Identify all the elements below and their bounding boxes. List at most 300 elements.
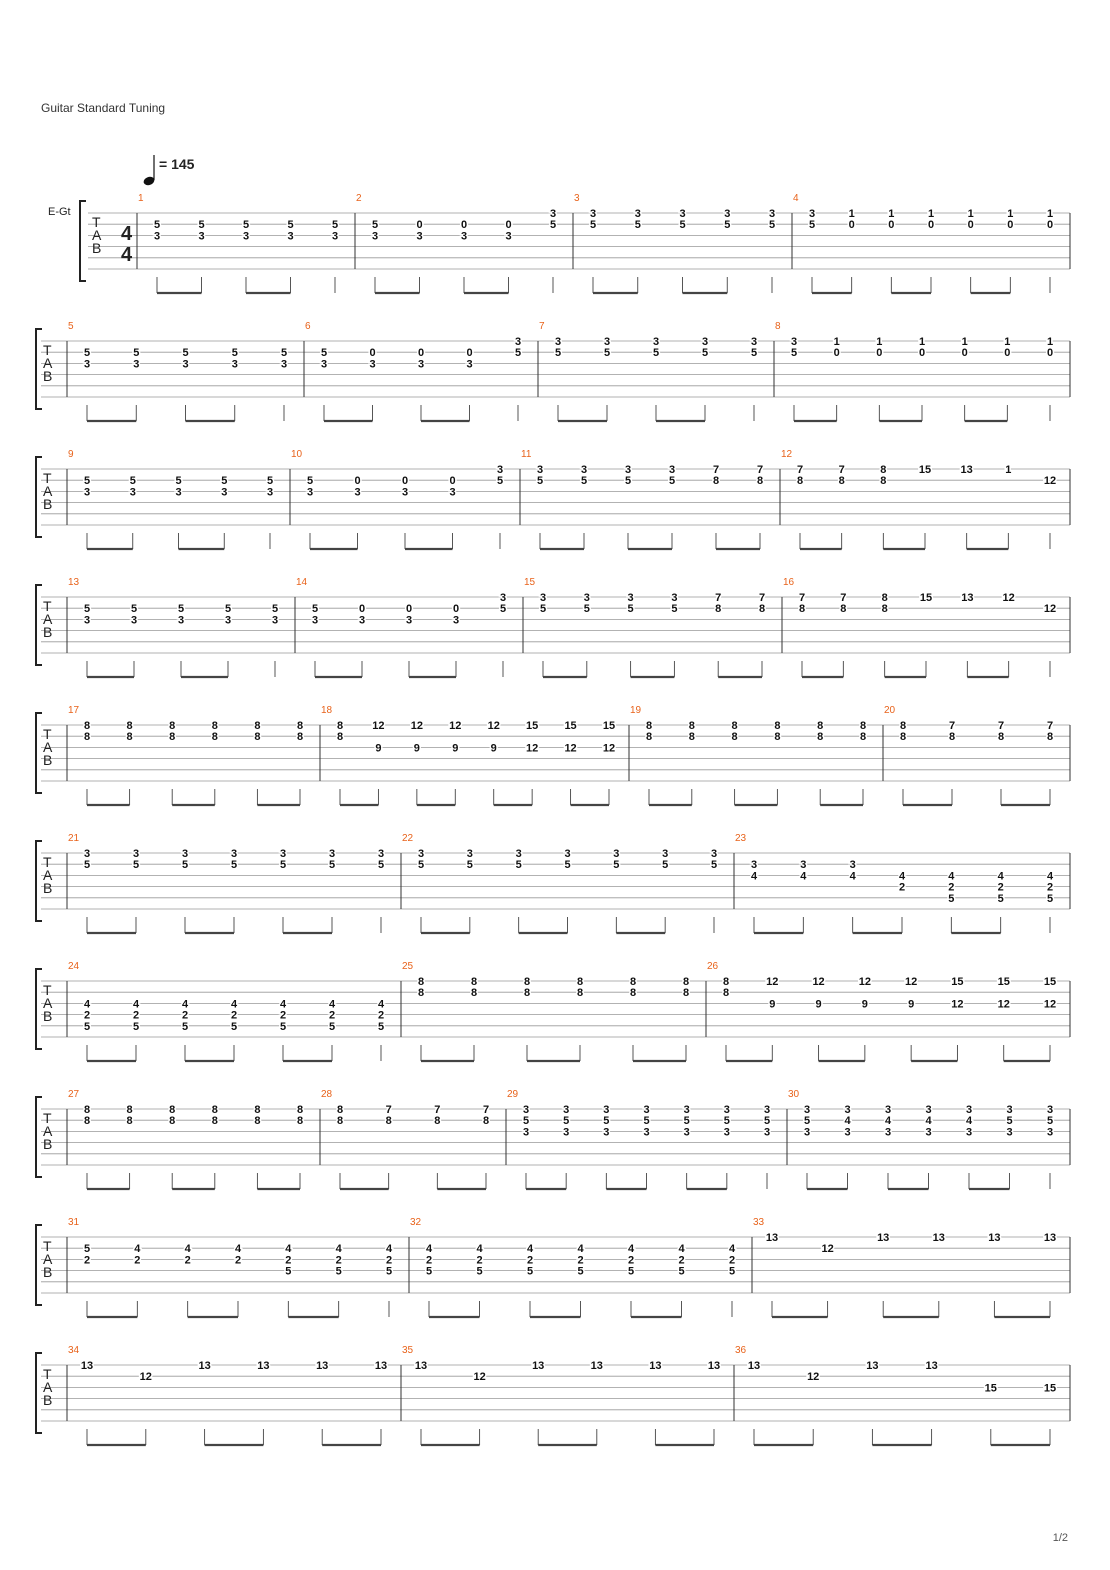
fret-number: 3	[603, 1104, 610, 1116]
measure-number: 19	[630, 705, 642, 716]
fret-number: 5	[522, 1115, 530, 1128]
tab-clef-letter: B	[43, 1008, 53, 1024]
fret-number: 8	[417, 976, 425, 988]
fret-number: 8	[417, 987, 425, 1000]
tab-clef-letter: T	[43, 1366, 52, 1382]
fret-number: 8	[336, 1115, 344, 1128]
fret-number: 0	[961, 347, 968, 360]
fret-number: 15	[984, 1382, 997, 1395]
fret-number: 12	[487, 720, 500, 732]
fret-number: 8	[211, 1104, 218, 1116]
fret-number: 4	[230, 998, 238, 1011]
fret-number: 3	[177, 614, 185, 627]
fret-number: 5	[701, 347, 709, 360]
fret-number: 8	[126, 720, 133, 732]
fret-number: 7	[838, 464, 845, 476]
tab-clef-letter: T	[43, 598, 52, 614]
fret-number: 3	[306, 486, 314, 499]
fret-number: 13	[532, 1360, 545, 1372]
fret-number: 8	[211, 731, 218, 744]
fret-number: 5	[790, 347, 798, 360]
tab-clef-letter: T	[43, 342, 52, 358]
fret-number: 3	[515, 848, 522, 860]
fret-number: 3	[800, 859, 807, 872]
fret-number: 12	[449, 720, 462, 732]
fret-number: 0	[1004, 347, 1011, 360]
measure-number: 21	[68, 833, 80, 844]
fret-number: 13	[988, 1232, 1001, 1244]
fret-number: 5	[129, 475, 136, 488]
fret-number: 3	[242, 230, 250, 243]
fret-number: 5	[83, 347, 91, 360]
fret-number: 0	[918, 347, 926, 360]
fret-number: 5	[181, 859, 189, 872]
fret-number: 8	[774, 731, 781, 744]
fret-number: 3	[554, 336, 562, 348]
fret-number: 5	[499, 603, 507, 616]
tab-clef-letter: B	[43, 496, 53, 512]
fret-number: 4	[577, 1243, 584, 1256]
fret-number: 5	[613, 859, 620, 872]
fret-number: 5	[133, 347, 140, 360]
fret-number: 3	[181, 848, 189, 860]
fret-number: 8	[688, 720, 695, 732]
fret-number: 5	[750, 347, 758, 360]
fret-number: 2	[385, 1254, 393, 1267]
fret-number: 4	[184, 1243, 191, 1256]
tab-clef-letter: A	[43, 995, 53, 1011]
tab-system	[36, 449, 1070, 549]
fret-number: 5	[577, 1265, 584, 1278]
measure-number: 28	[321, 1089, 333, 1100]
fret-number: 8	[731, 731, 738, 744]
measure-number: 1	[138, 193, 144, 204]
fret-number: 5	[377, 1020, 385, 1033]
fret-number: 3	[320, 358, 328, 371]
fret-number: 4	[132, 998, 140, 1011]
tab-system	[80, 193, 1070, 293]
measure-number: 14	[296, 577, 308, 588]
fret-number: 3	[153, 230, 161, 243]
fret-number: 2	[184, 1254, 191, 1267]
fret-number: 12	[410, 720, 423, 732]
fret-number: 12	[858, 976, 871, 988]
fret-number: 3	[671, 592, 678, 604]
tab-system	[36, 705, 1070, 805]
fret-number: 3	[683, 1104, 690, 1116]
fret-number: 3	[132, 848, 140, 860]
fret-number: 3	[175, 486, 182, 499]
measure-number: 8	[775, 321, 781, 332]
fret-number: 8	[482, 1115, 490, 1128]
fret-number: 1	[961, 336, 968, 348]
fret-number: 3	[522, 1104, 530, 1116]
fret-number: 3	[417, 848, 425, 860]
fret-number: 5	[1046, 1115, 1054, 1128]
fret-number: 5	[130, 603, 138, 616]
fret-number: 4	[181, 998, 189, 1011]
tab-clef-letter: T	[43, 1110, 52, 1126]
fret-number: 8	[758, 603, 766, 616]
fret-number: 5	[683, 1115, 690, 1128]
fret-number: 3	[83, 358, 91, 371]
fret-number: 3	[224, 614, 232, 627]
fret-number: 3	[496, 464, 504, 476]
fret-number: 4	[83, 998, 91, 1011]
fret-number: 5	[224, 603, 232, 616]
fret-number: 8	[859, 731, 867, 744]
fret-number: 5	[175, 475, 182, 488]
fret-number: 5	[466, 859, 473, 872]
fret-number: 4	[884, 1115, 892, 1128]
fret-number: 4	[335, 1243, 342, 1256]
fret-number: 2	[948, 881, 955, 894]
fret-number: 2	[335, 1254, 342, 1267]
fret-number: 7	[1046, 720, 1054, 732]
fret-number: 3	[723, 1126, 730, 1139]
fret-number: 8	[254, 1115, 261, 1128]
fret-number: 3	[311, 614, 319, 627]
fret-number: 3	[401, 486, 409, 499]
fret-number: 3	[701, 336, 709, 348]
fret-number: 13	[877, 1232, 890, 1244]
fret-number: 0	[967, 219, 974, 232]
fret-number: 5	[230, 859, 238, 872]
fret-number: 15	[1043, 976, 1057, 988]
tempo-value: = 145	[159, 156, 195, 172]
fret-number: 3	[369, 358, 376, 371]
fret-number: 3	[643, 1126, 650, 1139]
fret-number: 3	[514, 336, 522, 348]
fret-number: 1	[1004, 336, 1011, 348]
fret-number: 3	[925, 1104, 932, 1116]
fret-number: 5	[279, 859, 287, 872]
tab-clef-letter: B	[43, 1136, 53, 1152]
fret-number: 7	[715, 592, 722, 604]
fret-number: 9	[861, 998, 868, 1011]
fret-number: 2	[476, 1254, 483, 1267]
fret-number: 13	[707, 1360, 721, 1372]
fret-number: 5	[198, 219, 205, 232]
fret-number: 7	[997, 720, 1005, 732]
tab-clef-letter: B	[43, 624, 53, 640]
fret-number: 1	[927, 208, 935, 220]
fret-number: 3	[652, 336, 660, 348]
fret-number: 12	[526, 742, 539, 755]
tab-clef-letter: B	[92, 240, 102, 256]
fret-number: 8	[126, 731, 133, 744]
fret-number: 13	[747, 1360, 761, 1372]
tab-clef-letter: T	[43, 470, 52, 486]
fret-number: 8	[126, 1115, 133, 1128]
fret-number: 2	[728, 1254, 736, 1267]
fret-number: 15	[997, 976, 1010, 988]
fret-number: 8	[688, 731, 695, 744]
fret-number: 13	[80, 1360, 94, 1372]
fret-number: 5	[515, 859, 522, 872]
fret-number: 2	[328, 1009, 336, 1022]
tab-clef-letter: T	[92, 214, 101, 230]
fret-number: 8	[798, 603, 806, 616]
tab-clef-letter: B	[43, 368, 53, 384]
fret-number: 5	[554, 347, 562, 360]
fret-number: 3	[405, 614, 413, 627]
fret-number: 5	[624, 475, 632, 488]
fret-number: 3	[371, 230, 379, 243]
fret-number: 12	[139, 1371, 152, 1384]
measure-number: 12	[781, 449, 793, 460]
measure-number: 5	[68, 321, 74, 332]
fret-number: 8	[169, 1104, 176, 1116]
fret-number: 15	[951, 976, 964, 988]
fret-number: 3	[358, 614, 366, 627]
fret-number: 2	[134, 1254, 141, 1267]
fret-number: 3	[129, 486, 136, 499]
fret-number: 0	[505, 219, 512, 232]
fret-number: 4	[965, 1115, 973, 1128]
fret-number: 0	[452, 603, 460, 616]
fret-number: 7	[434, 1104, 441, 1116]
fret-number: 5	[603, 1115, 610, 1128]
fret-number: 5	[476, 1265, 483, 1278]
measure-number: 13	[68, 577, 80, 588]
fret-number: 8	[899, 720, 907, 732]
fret-number: 5	[83, 603, 91, 616]
fret-number: 5	[266, 475, 274, 488]
fret-number: 8	[645, 731, 653, 744]
fret-number: 15	[918, 464, 932, 476]
fret-number: 8	[83, 1115, 91, 1128]
fret-number: 8	[948, 731, 956, 744]
fret-number: 3	[723, 1104, 730, 1116]
measure-number: 9	[68, 449, 74, 460]
fret-number: 8	[523, 987, 531, 1000]
tab-clef-letter: A	[43, 1123, 53, 1139]
fret-number: 3	[452, 614, 460, 627]
fret-number: 5	[627, 603, 634, 616]
fret-number: 5	[320, 347, 328, 360]
fret-number: 5	[997, 892, 1004, 905]
measure-number: 26	[707, 961, 719, 972]
fret-number: 15	[919, 592, 933, 604]
fret-number: 2	[132, 1009, 140, 1022]
fret-number: 0	[416, 219, 423, 232]
fret-number: 5	[182, 347, 189, 360]
tab-clef-letter: T	[43, 854, 52, 870]
fret-number: 3	[925, 1126, 932, 1139]
fret-number: 3	[564, 848, 571, 860]
measure-number: 36	[735, 1345, 747, 1356]
fret-number: 12	[1043, 603, 1057, 616]
fret-number: 8	[126, 1104, 133, 1116]
fret-number: 3	[417, 358, 425, 371]
fret-number: 12	[1002, 592, 1015, 604]
fret-number: 3	[965, 1126, 973, 1139]
fret-number: 8	[523, 976, 531, 988]
fret-number: 5	[549, 219, 557, 232]
fret-number: 3	[83, 614, 91, 627]
fret-number: 5	[285, 1265, 292, 1278]
fret-number: 4	[678, 1243, 685, 1256]
time-signature-denominator: 4	[121, 244, 133, 266]
fret-number: 5	[652, 347, 660, 360]
fret-number: 8	[817, 731, 824, 744]
measure-number: 3	[574, 193, 580, 204]
fret-number: 5	[328, 1020, 336, 1033]
fret-number: 8	[629, 987, 637, 1000]
fret-number: 3	[522, 1126, 530, 1139]
fret-number: 2	[83, 1254, 91, 1267]
fret-number: 12	[807, 1371, 820, 1384]
fret-number: 3	[280, 358, 288, 371]
fret-number: 0	[833, 347, 840, 360]
fret-number: 1	[967, 208, 974, 220]
fret-number: 3	[198, 230, 205, 243]
fret-number: 3	[271, 614, 279, 627]
fret-number: 5	[563, 1115, 570, 1128]
fret-number: 5	[83, 475, 91, 488]
fret-number: 3	[1046, 1126, 1054, 1139]
fret-number: 3	[790, 336, 798, 348]
fret-number: 1	[848, 208, 855, 220]
fret-number: 8	[682, 976, 690, 988]
fret-number: 8	[756, 475, 764, 488]
fret-number: 3	[668, 464, 676, 476]
fret-number: 12	[821, 1243, 834, 1256]
fret-number: 0	[1046, 219, 1054, 232]
fret-number: 3	[624, 464, 632, 476]
fret-number: 5	[83, 1020, 91, 1033]
measure-number: 11	[521, 449, 532, 460]
fret-number: 3	[1006, 1126, 1013, 1139]
fret-number: 2	[997, 881, 1004, 894]
system-bracket	[80, 201, 86, 281]
fret-number: 8	[169, 1115, 176, 1128]
fret-number: 13	[590, 1360, 603, 1372]
fret-number: 2	[898, 881, 906, 894]
fret-number: 0	[888, 219, 895, 232]
fret-number: 5	[371, 219, 379, 232]
fret-number: 1	[888, 208, 895, 220]
fret-number: 1	[1046, 208, 1054, 220]
fret-number: 3	[536, 464, 544, 476]
tab-clef-letter: T	[43, 1238, 52, 1254]
fret-number: 5	[177, 603, 185, 616]
fret-number: 3	[133, 358, 140, 371]
fret-number: 5	[231, 347, 238, 360]
fret-number: 12	[564, 742, 577, 755]
fret-number: 4	[1046, 870, 1054, 883]
fret-number: 5	[83, 1243, 91, 1256]
instrument-label: E-Gt	[48, 206, 71, 218]
measure-number: 32	[410, 1217, 422, 1228]
fret-number: 5	[385, 1265, 393, 1278]
fret-number: 0	[876, 347, 883, 360]
fret-number: 8	[731, 720, 738, 732]
fret-number: 5	[306, 475, 314, 488]
fret-number: 8	[840, 603, 847, 616]
fret-number: 5	[583, 603, 590, 616]
fret-number: 8	[881, 592, 888, 604]
fret-number: 4	[526, 1243, 534, 1256]
fret-number: 9	[375, 742, 382, 755]
fret-number: 13	[198, 1360, 211, 1372]
fret-number: 3	[710, 848, 718, 860]
fret-number: 4	[279, 998, 287, 1011]
fret-number: 12	[1043, 998, 1057, 1011]
fret-number: 7	[712, 464, 720, 476]
fret-number: 3	[466, 848, 473, 860]
fret-number: 4	[849, 870, 856, 883]
fret-number: 3	[583, 592, 590, 604]
fret-number: 4	[285, 1243, 292, 1256]
fret-number: 5	[311, 603, 319, 616]
fret-number: 3	[683, 1126, 690, 1139]
fret-number: 13	[932, 1232, 945, 1244]
fret-number: 3	[884, 1104, 892, 1116]
fret-number: 4	[385, 1243, 393, 1256]
fret-number: 8	[83, 720, 91, 732]
fret-number: 2	[181, 1009, 189, 1022]
fret-number: 3	[231, 358, 238, 371]
fret-number: 4	[948, 870, 955, 883]
fret-number: 8	[336, 1104, 344, 1116]
fret-number: 2	[279, 1009, 287, 1022]
measure-number: 29	[507, 1089, 519, 1100]
fret-number: 8	[470, 987, 478, 1000]
tab-clef-letter: A	[43, 483, 53, 499]
fret-number: 5	[662, 859, 669, 872]
measure-number: 17	[68, 705, 80, 716]
fret-number: 8	[722, 976, 730, 988]
fret-number: 4	[328, 998, 336, 1011]
tab-clef-letter: T	[43, 982, 52, 998]
fret-number: 8	[169, 720, 176, 732]
fret-number: 9	[452, 742, 459, 755]
fret-number: 3	[279, 848, 287, 860]
fret-number: 3	[377, 848, 385, 860]
fret-number: 12	[602, 742, 616, 755]
fret-number: 13	[316, 1360, 329, 1372]
fret-number: 8	[796, 475, 804, 488]
fret-number: 5	[153, 219, 161, 232]
fret-number: 3	[589, 208, 597, 220]
tab-system	[36, 577, 1070, 677]
fret-number: 3	[844, 1126, 851, 1139]
fret-number: 5	[643, 1115, 650, 1128]
measure-number: 31	[68, 1217, 80, 1228]
fret-number: 2	[377, 1009, 385, 1022]
fret-number: 15	[564, 720, 577, 732]
fret-number: 8	[385, 1115, 392, 1128]
fret-number: 5	[728, 1265, 736, 1278]
fret-number: 12	[997, 998, 1010, 1011]
fret-number: 7	[756, 464, 764, 476]
fret-number: 5	[763, 1115, 771, 1128]
fret-number: 0	[1007, 219, 1014, 232]
fret-number: 3	[449, 486, 456, 499]
fret-number: 3	[808, 208, 816, 220]
fret-number: 9	[769, 998, 776, 1011]
fret-number: 9	[908, 998, 915, 1011]
fret-number: 3	[354, 486, 361, 499]
tab-clef-letter: B	[43, 1264, 53, 1280]
fret-number: 3	[634, 208, 641, 220]
fret-number: 12	[951, 998, 964, 1011]
fret-number: 8	[880, 475, 887, 488]
fret-number: 8	[859, 720, 867, 732]
fret-number: 4	[898, 870, 906, 883]
